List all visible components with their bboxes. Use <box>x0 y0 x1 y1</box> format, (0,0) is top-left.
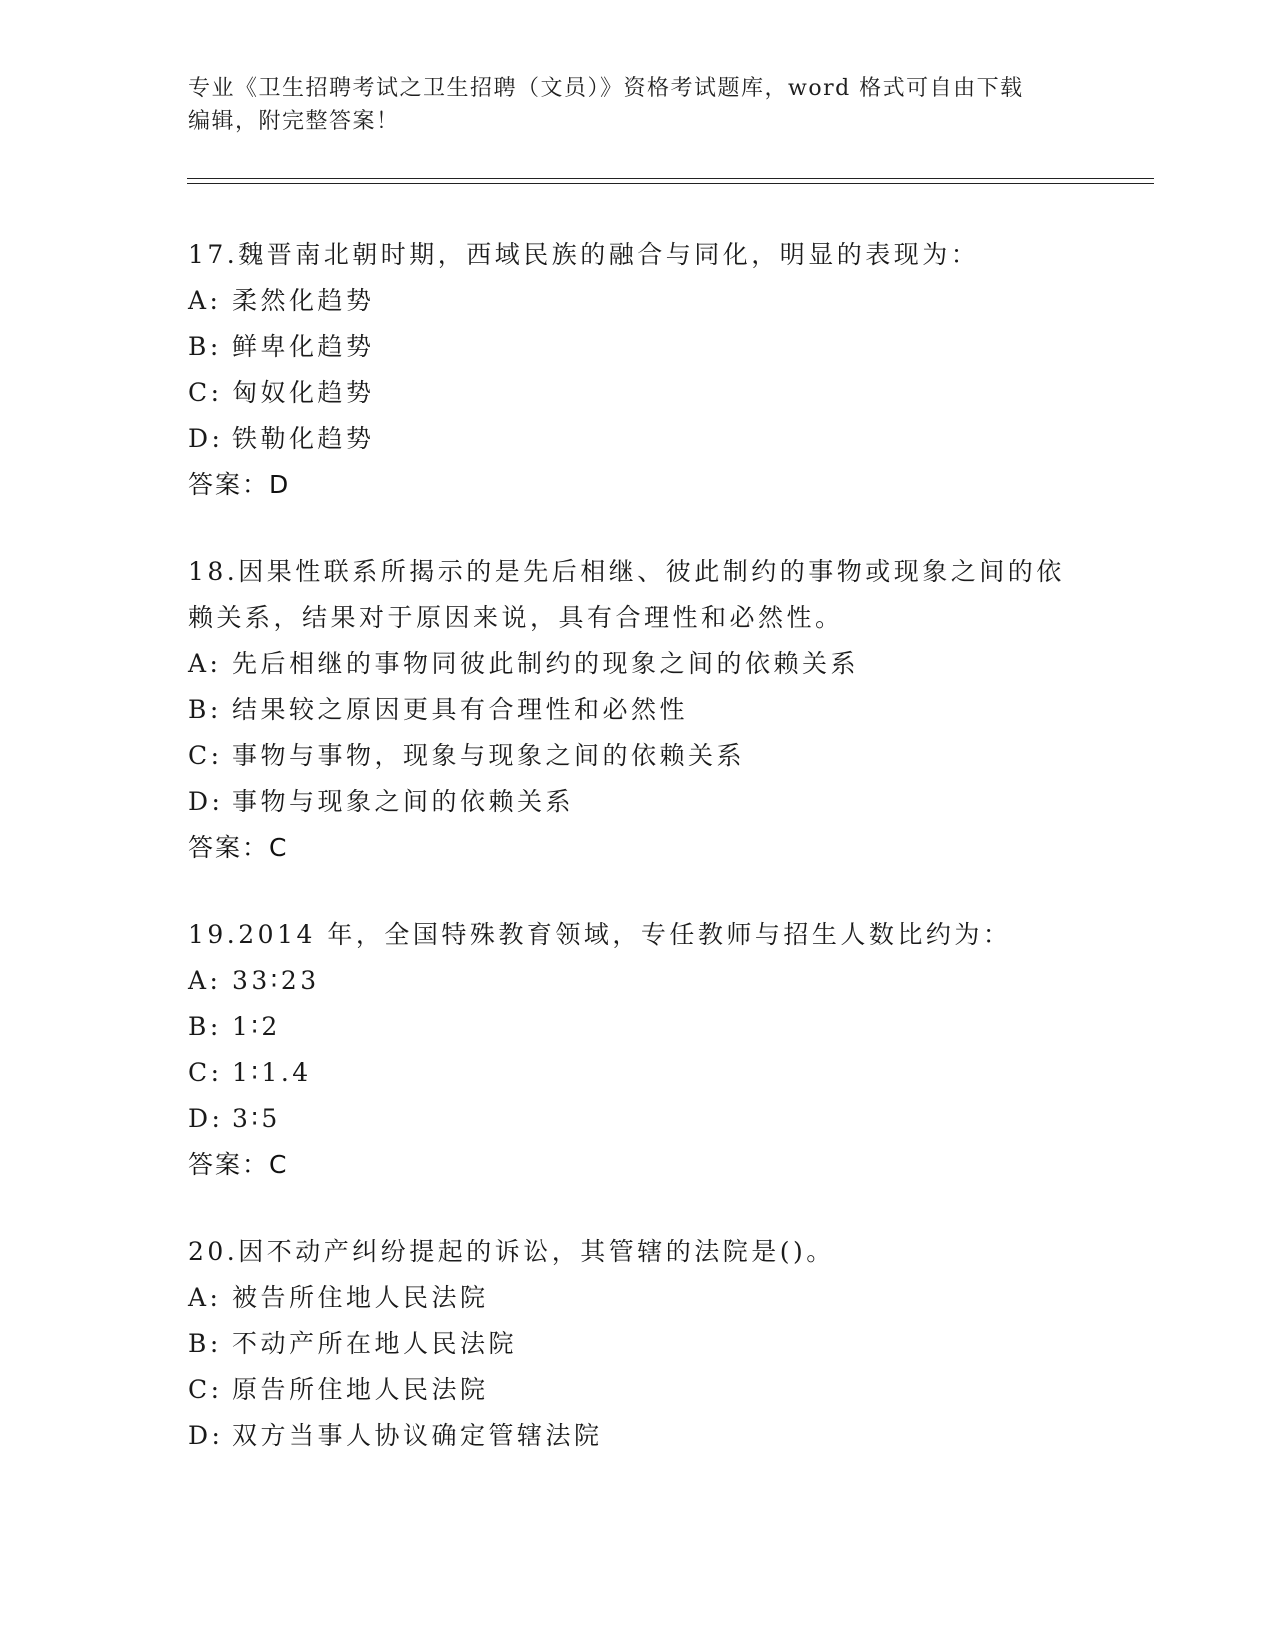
option-c <box>188 1367 1088 1413</box>
question-17 <box>188 232 1088 508</box>
option-c <box>188 370 1088 416</box>
option-letter: B: <box>188 332 222 361</box>
option-text: 铁勒化趋势 <box>232 424 375 453</box>
option-text: 原告所住地人民法院 <box>232 1375 489 1404</box>
option-a <box>188 641 1088 687</box>
question-text: 20.因不动产纠纷提起的诉讼，其管辖的法院是()。 <box>188 1237 835 1266</box>
option-letter: B: <box>188 695 222 724</box>
option-text: 被告所住地人民法院 <box>232 1283 489 1312</box>
option-b <box>188 324 1088 370</box>
option-letter: D: <box>188 1421 224 1450</box>
option-a <box>188 1275 1088 1321</box>
option-b <box>188 687 1088 733</box>
answer-line: 答案：C <box>188 1150 289 1179</box>
option-a <box>188 278 1088 324</box>
option-letter: C: <box>188 1375 223 1404</box>
option-text: 事物与现象之间的依赖关系 <box>232 787 575 816</box>
option-letter: D: <box>188 787 224 816</box>
option-text: 双方当事人协议确定管辖法院 <box>232 1421 603 1450</box>
option-d <box>188 1096 1088 1142</box>
question-text: 18.因果性联系所揭示的是先后相继、彼此制约的事物或现象之间的依赖关系，结果对于原因来说，具有合理性和必然性。 <box>188 557 1065 632</box>
option-b <box>188 1321 1088 1367</box>
option-c <box>188 1050 1088 1096</box>
option-letter: A: <box>188 1283 222 1312</box>
option-text: 鲜卑化趋势 <box>232 332 375 361</box>
option-text: 柔然化趋势 <box>232 286 375 315</box>
option-letter: D: <box>188 424 224 453</box>
option-c <box>188 733 1088 779</box>
question-text: 19.2014 年，全国特殊教育领域，专任教师与招生人数比约为： <box>188 920 1012 949</box>
option-a <box>188 958 1088 1004</box>
option-text: 结果较之原因更具有合理性和必然性 <box>232 695 689 724</box>
answer-line: 答案：C <box>188 833 289 862</box>
option-letter: B: <box>188 1329 222 1358</box>
question-text: 17.魏晋南北朝时期，西域民族的融合与同化，明显的表现为： <box>188 240 980 269</box>
question-20 <box>188 1229 1088 1459</box>
header-line-2: 编辑，附完整答案！ <box>188 109 400 134</box>
option-text: 1∶2 <box>232 1012 281 1041</box>
option-text: 不动产所在地人民法院 <box>232 1329 518 1358</box>
option-d <box>188 779 1088 825</box>
option-d <box>188 1413 1088 1459</box>
option-d <box>188 416 1088 462</box>
option-letter: D: <box>188 1104 224 1133</box>
question-18 <box>188 549 1088 871</box>
header-line-1: 专业《卫生招聘考试之卫生招聘（文员）》资格考试题库，word 格式可自由下载 <box>188 76 1024 101</box>
option-text: 匈奴化趋势 <box>232 378 375 407</box>
document-header <box>188 72 1088 138</box>
option-text: 3∶5 <box>232 1104 281 1133</box>
option-text: 事物与事物，现象与现象之间的依赖关系 <box>232 741 746 770</box>
option-text: 33∶23 <box>232 966 320 995</box>
header-divider-top <box>187 178 1154 179</box>
header-divider-bottom <box>187 183 1154 184</box>
option-b <box>188 1004 1088 1050</box>
option-letter: C: <box>188 1058 223 1087</box>
option-letter: C: <box>188 741 223 770</box>
option-text: 1∶1.4 <box>232 1058 312 1087</box>
option-letter: A: <box>188 966 222 995</box>
answer-line: 答案：D <box>188 470 291 499</box>
option-letter: A: <box>188 286 222 315</box>
question-list <box>188 232 1088 1500</box>
option-text: 先后相继的事物同彼此制约的现象之间的依赖关系 <box>232 649 860 678</box>
option-letter: C: <box>188 378 223 407</box>
option-letter: A: <box>188 649 222 678</box>
question-19 <box>188 912 1088 1188</box>
option-letter: B: <box>188 1012 222 1041</box>
